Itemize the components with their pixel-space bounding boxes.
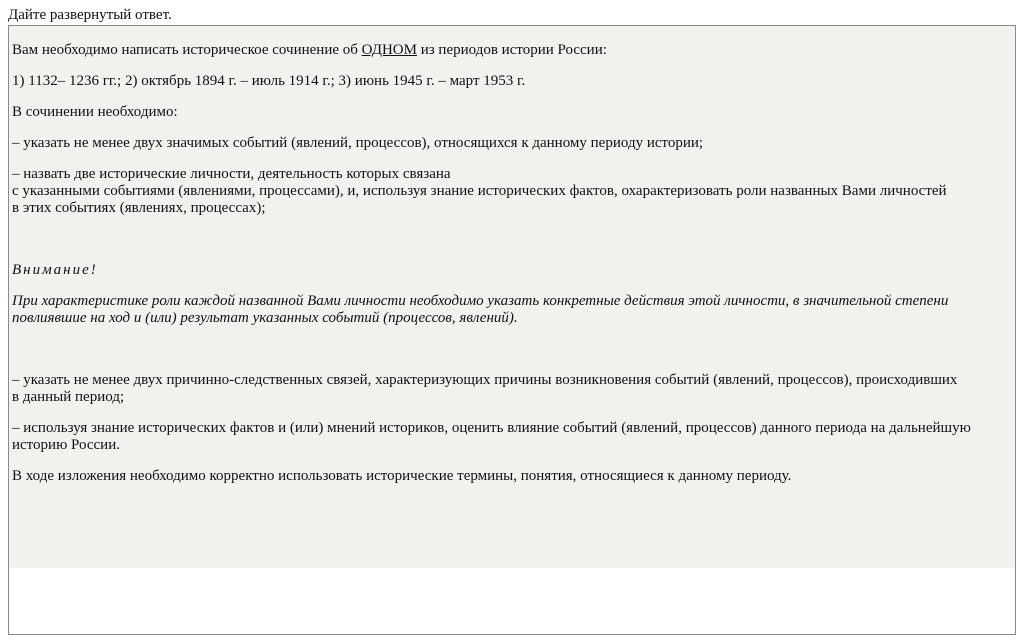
requirement-causes bbox=[12, 372, 1002, 406]
requirement-causes-line-2: в данный период; bbox=[12, 389, 125, 405]
task-content bbox=[12, 42, 1002, 499]
requirement-personalities-line-2: с указанными событиями (явлениями, процессами), и, используя знание исторических фактов, охарактеризовать роли названных Вами личностей bbox=[12, 183, 947, 199]
spacer bbox=[12, 341, 1002, 372]
periods-list: 1) 1132– 1236 гг.; 2) октябрь 1894 г. – июль 1914 г.; 3) июнь 1945 г. – март 1953 г. bbox=[12, 73, 526, 89]
requirement-assessment-line-2: историю России. bbox=[12, 437, 120, 453]
spacer bbox=[12, 231, 1002, 262]
attention-label: Внимание! bbox=[12, 262, 98, 278]
requirements-heading: В сочинении необходимо: bbox=[12, 104, 178, 120]
intro-after: из периодов истории России: bbox=[416, 42, 607, 58]
requirement-events: – указать не менее двух значимых событий (явлений, процессов), относящихся к данному периоду истории; bbox=[12, 135, 704, 151]
attention-note-line-2: повлиявшие на ход и (или) результат указанных событий (процессов, явлений). bbox=[12, 310, 518, 326]
requirement-assessment-line-1: – используя знание исторических фактов и (или) мнений историков, оценить влияние событий (явлений, процессов) данного периода на дальнейшую bbox=[12, 420, 971, 436]
closing-note: В ходе изложения необходимо корректно использовать исторические термины, понятия, относящиеся к данному периоду. bbox=[12, 468, 792, 484]
requirement-assessment bbox=[12, 420, 1002, 454]
task-box bbox=[8, 25, 1016, 569]
attention-note bbox=[12, 293, 1002, 327]
instruction-text: Дайте развернутый ответ. bbox=[8, 7, 172, 23]
intro-underlined: ОДНОМ bbox=[361, 42, 417, 58]
requirement-causes-line-1: – указать не менее двух причинно-следственных связей, характеризующих причины возникновения событий (явлений, процессов), происходивших bbox=[12, 372, 958, 388]
attention-note-line-1: При характеристике роли каждой названной Вами личности необходимо указать конкретные действия этой личности, в значительной степени bbox=[12, 293, 949, 309]
task-intro bbox=[12, 42, 1002, 59]
intro-before: Вам необходимо написать историческое сочинение об bbox=[12, 42, 362, 58]
requirement-personalities-line-3: в этих событиях (явлениях, процессах); bbox=[12, 200, 266, 216]
requirement-personalities-line-1: – назвать две исторические личности, деятельность которых связана bbox=[12, 166, 451, 182]
requirement-personalities bbox=[12, 166, 1002, 217]
answer-field[interactable] bbox=[8, 568, 1016, 635]
